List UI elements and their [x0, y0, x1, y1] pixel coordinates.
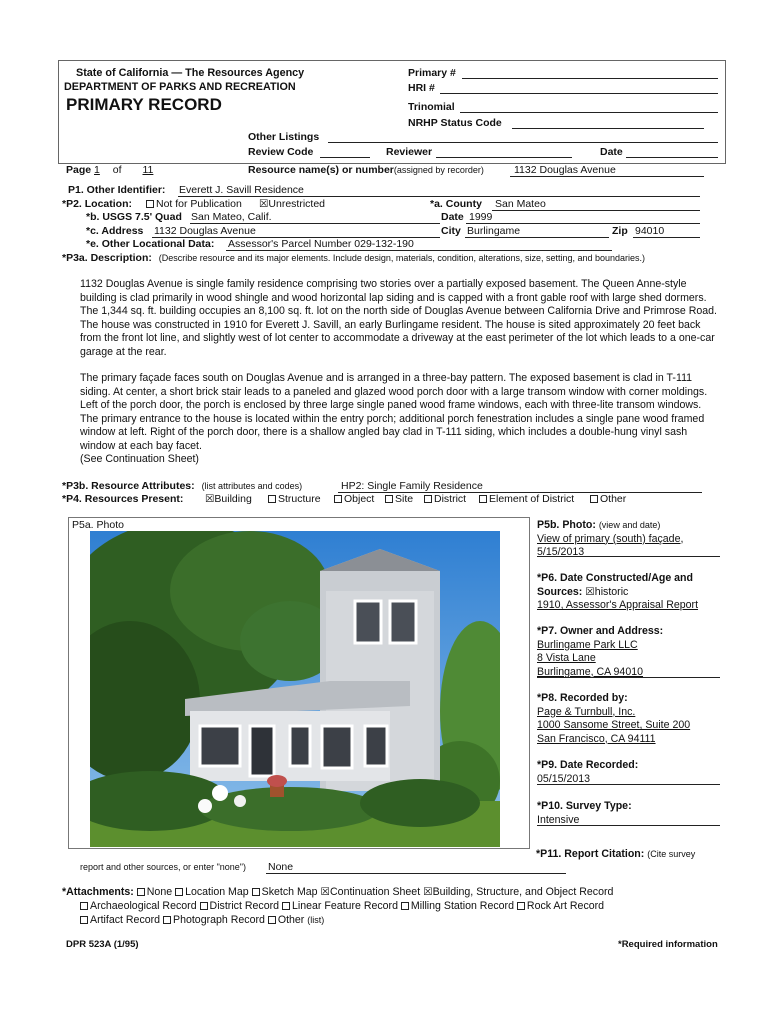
- p3b-label: *P3b. Resource Attributes:: [62, 480, 195, 492]
- p1-value: Everett J. Savill Residence: [179, 184, 304, 196]
- attach-artifact[interactable]: Artifact Record: [80, 914, 160, 926]
- other-listings-field[interactable]: [328, 142, 718, 143]
- attach-none[interactable]: None: [137, 886, 172, 898]
- quad-date-value: 1999: [469, 211, 493, 223]
- p7-line-3: Burlingame, CA 94010: [537, 665, 644, 678]
- p3b-value: HP2: Single Family Residence: [341, 480, 483, 492]
- p8-line-2: 1000 Sansome Street, Suite 200: [537, 719, 691, 731]
- p9-block: [537, 759, 722, 786]
- required-note: *Required information: [618, 939, 718, 950]
- not-for-publication-checkbox[interactable]: Not for Publication: [146, 198, 242, 210]
- quad-date-label: Date: [441, 211, 464, 223]
- resource-name-row: Resource name(s) or number(assigned by recorder): [248, 164, 484, 176]
- department-name: DEPARTMENT OF PARKS AND RECREATION: [64, 81, 296, 93]
- p11-value: None: [268, 861, 294, 873]
- description-continuation: (See Continuation Sheet): [80, 453, 199, 465]
- reviewer-label: Reviewer: [386, 146, 433, 158]
- p5b-rule: [537, 556, 720, 557]
- usgs-label: *b. USGS 7.5' Quad: [86, 211, 182, 223]
- p4-label: *P4. Resources Present:: [62, 493, 184, 505]
- house-photo: [90, 531, 500, 847]
- nrhp-field[interactable]: [512, 128, 704, 129]
- attach-milling-station[interactable]: Milling Station Record: [401, 900, 514, 912]
- attachments-row-2: [80, 900, 604, 912]
- zip-value: 94010: [635, 225, 665, 237]
- p3a-note: (Describe resource and its major elements. Include design, materials, condition, alterations, size, setting, and boundaries.): [158, 253, 646, 263]
- p3b-note: (list attributes and codes): [201, 481, 303, 491]
- p5b-label: P5b. Photo:: [537, 519, 596, 531]
- unrestricted-checkbox[interactable]: ☒Unrestricted: [259, 198, 326, 210]
- p3a-header: [62, 252, 645, 264]
- hri-field[interactable]: [440, 93, 718, 94]
- p1-label: P1. Other Identifier:: [68, 184, 166, 196]
- attach-building-record[interactable]: ☒Building, Structure, and Object Record: [423, 886, 614, 898]
- review-code-label: Review Code: [248, 146, 314, 158]
- date-field[interactable]: [626, 157, 718, 158]
- p6-block: *P6. Date Constructed/Age and Sources: ☒historic 1910, Assessor's Appraisal Report: [537, 572, 699, 611]
- attach-rock-art[interactable]: Rock Art Record: [517, 900, 604, 912]
- attach-other[interactable]: Other: [268, 914, 305, 926]
- p8-line-3: San Francisco, CA 94111: [537, 732, 656, 745]
- address-label: *c. Address: [86, 225, 144, 237]
- attach-location-map[interactable]: Location Map: [175, 886, 249, 898]
- page-total: 11: [142, 164, 154, 176]
- primary-label: Primary #: [408, 67, 456, 79]
- p7-block: [537, 625, 722, 679]
- other-locational-label: *e. Other Locational Data:: [86, 238, 215, 250]
- city-label: City: [441, 225, 461, 237]
- attach-linear-feature[interactable]: Linear Feature Record: [282, 900, 398, 912]
- p6-value: 1910, Assessor's Appraisal Report: [537, 599, 699, 611]
- page-indicator: Page 1 of 11: [66, 164, 159, 176]
- city-field[interactable]: [465, 237, 609, 238]
- address-value: 1132 Douglas Avenue: [154, 225, 256, 237]
- hri-label: HRI #: [408, 82, 435, 94]
- p7-line-2: 8 Vista Lane: [537, 652, 596, 664]
- p5b-line-2: 5/15/2013: [537, 546, 585, 558]
- p9-value: 05/15/2013: [537, 772, 591, 785]
- p9-rule: [537, 784, 720, 785]
- p8-block: [537, 692, 722, 746]
- attach-sketch-map[interactable]: Sketch Map: [252, 886, 318, 898]
- trinomial-label: Trinomial: [408, 101, 455, 113]
- p11-note: (Cite survey: [647, 849, 696, 859]
- trinomial-field[interactable]: [460, 112, 718, 113]
- p8-line-1: Page & Turnbull, Inc.: [537, 705, 636, 718]
- p10-rule: [537, 825, 720, 826]
- p11-field[interactable]: [266, 873, 566, 874]
- p7-line-1: Burlingame Park LLC: [537, 638, 638, 651]
- p9-label: *P9. Date Recorded:: [537, 759, 639, 771]
- attachments-label: *Attachments:: [62, 886, 134, 898]
- p10-block: [537, 800, 722, 827]
- other-locational-field[interactable]: [226, 250, 612, 251]
- p5a-label: P5a. Photo: [72, 519, 124, 531]
- p10-value: Intensive: [537, 813, 580, 826]
- p5b-note: (view and date): [598, 520, 661, 530]
- attach-other-note: (list): [307, 915, 325, 925]
- description-paragraph-2: The primary façade faces south on Douglas Avenue and is arranged in a three-bay pattern. The exposed basement is clad in T-111 siding. At center, a short brick stair leads to a paneled and glazed wood porch door with a large transom window with corner moldings. Left of the porch door, the porch is enclosed by three large single paned wood frame windows, each with three-lite transom windows. The primary entrance to the house is located within the entry porch; additional porch fenestration includes a single pane wood framed window at left. Right of the porch door, there is a shallow angled bay clad in T-111 siding, which includes a double-hung vinyl sash window at each bay facet.: [80, 372, 708, 452]
- zip-label: Zip: [612, 225, 628, 237]
- p3b-header: [62, 480, 302, 492]
- attachments-row-3: [80, 914, 324, 926]
- building-checkbox[interactable]: ☒Building: [205, 493, 252, 505]
- agency-name: State of California — The Resources Agency: [76, 67, 305, 79]
- county-field[interactable]: [492, 210, 700, 211]
- p3a-label: *P3a. Description:: [62, 252, 152, 264]
- primary-field[interactable]: [462, 78, 718, 79]
- p2-label: *P2. Location:: [62, 198, 133, 210]
- structure-checkbox[interactable]: Structure: [268, 493, 321, 505]
- usgs-field[interactable]: [190, 223, 440, 224]
- attach-district[interactable]: District Record: [200, 900, 279, 912]
- review-code-field[interactable]: [320, 157, 370, 158]
- p11-header: [536, 848, 695, 860]
- p6-label: *P6. Date Constructed/Age and Sources:: [537, 572, 693, 598]
- p11-label: *P11. Report Citation:: [536, 848, 645, 860]
- resource-name-value: 1132 Douglas Avenue: [514, 164, 616, 176]
- city-value: Burlingame: [467, 225, 521, 237]
- attach-continuation-sheet[interactable]: ☒Continuation Sheet: [320, 886, 421, 898]
- object-checkbox[interactable]: Object: [334, 493, 374, 505]
- county-value: San Mateo: [495, 198, 546, 210]
- p10-label: *P10. Survey Type:: [537, 800, 632, 812]
- p5b-block: [537, 519, 722, 560]
- nrhp-label: NRHP Status Code: [408, 117, 502, 129]
- p6-historic: historic: [594, 585, 629, 598]
- other-listings-label: Other Listings: [248, 131, 320, 143]
- form-id: DPR 523A (1/95): [66, 939, 139, 950]
- quad-date-field[interactable]: [466, 223, 700, 224]
- p11-note-2: report and other sources, or enter "none"): [80, 862, 246, 872]
- attach-photograph[interactable]: Photograph Record: [163, 914, 265, 926]
- p7-label: *P7. Owner and Address:: [537, 625, 664, 637]
- p1-field[interactable]: [178, 196, 700, 197]
- other-checkbox[interactable]: Other: [590, 493, 626, 505]
- element-of-district-checkbox[interactable]: Element of District: [479, 493, 574, 505]
- date-label: Date: [600, 146, 623, 158]
- p8-label: *P8. Recorded by:: [537, 692, 628, 704]
- resource-name-field[interactable]: [510, 176, 704, 177]
- zip-field[interactable]: [633, 237, 700, 238]
- district-checkbox[interactable]: District: [424, 493, 466, 505]
- p7-rule: [537, 677, 720, 678]
- p5b-line-1: View of primary (south) façade,: [537, 532, 684, 545]
- form-title: PRIMARY RECORD: [66, 95, 222, 114]
- county-label: *a. County: [430, 198, 482, 210]
- other-locational-value: Assessor's Parcel Number 029-132-190: [228, 238, 414, 250]
- description-paragraph-1: 1132 Douglas Avenue is single family residence comprising two stories over a partially exposed basement. The Queen Anne-style building is clad primarily in wood shingle and wood horizontal lap siding and is capped with a front gable roof with large shed dormers. The 1,344 sq. ft. building occupies an 8,100 sq. ft. lot on the north side of Douglas Avenue between California Drive and Primrose Road. The house was constructed in 1910 for Everett J. Savill, an early Burlingame resident. The house is sited approximately 20 feet back from the front lot line, and slightly west of lot center to accommodate a driveway at the east perimeter of the lot which leads to a one-car garage at the rear.: [80, 278, 717, 358]
- attach-archaeological[interactable]: Archaeological Record: [80, 900, 197, 912]
- page-number: 1: [94, 164, 100, 176]
- usgs-value: San Mateo, Calif.: [191, 211, 272, 223]
- reviewer-field[interactable]: [436, 157, 572, 158]
- site-checkbox[interactable]: Site: [385, 493, 413, 505]
- attachments-row-1: [62, 886, 613, 898]
